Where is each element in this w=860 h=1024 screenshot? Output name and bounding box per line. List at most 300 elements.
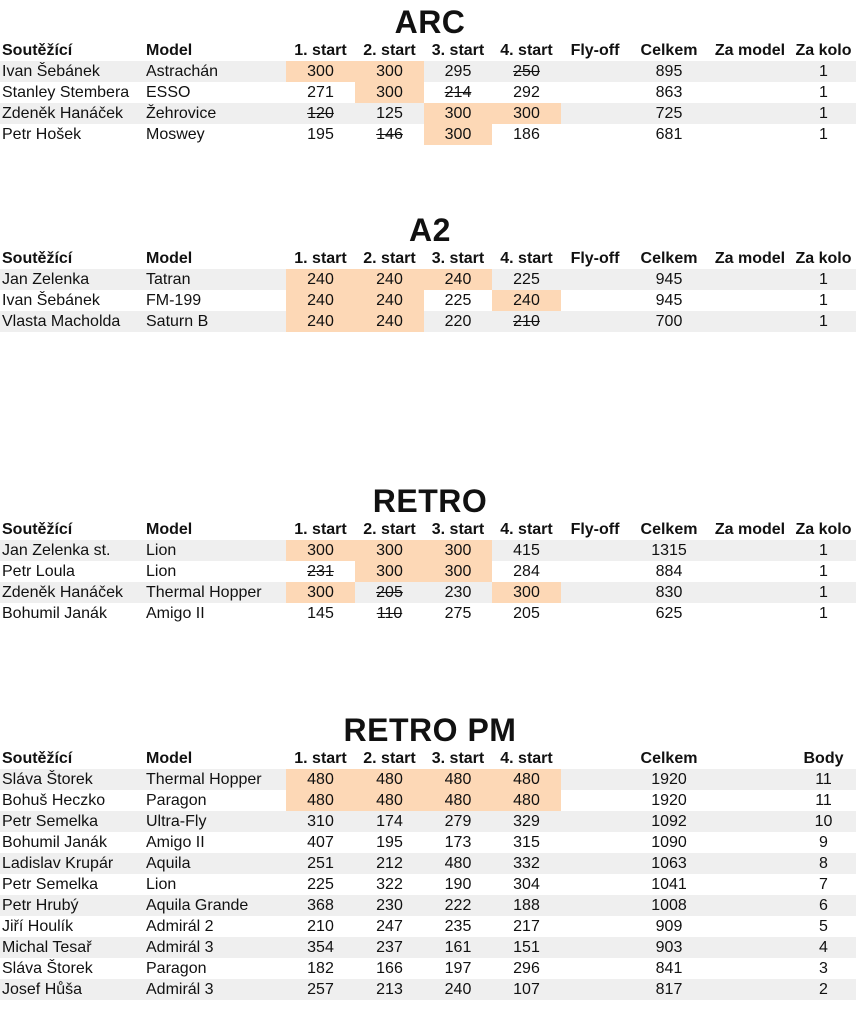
total-score: 895 bbox=[629, 61, 709, 82]
header-model: Model bbox=[146, 750, 193, 767]
contestant-name: Ivan Šebánek bbox=[2, 292, 100, 309]
contestant-name: Josef Hůša bbox=[0, 979, 146, 1000]
score-value: 240 bbox=[307, 313, 334, 330]
score-value: 151 bbox=[513, 939, 540, 956]
last-column-value: 10 bbox=[791, 811, 856, 832]
score-value: 205 bbox=[513, 605, 540, 622]
table-row bbox=[0, 832, 856, 853]
score-value: 237 bbox=[376, 939, 403, 956]
score-value: 415 bbox=[513, 542, 540, 559]
score-value: 166 bbox=[376, 960, 403, 977]
header-start-3: 3. start bbox=[431, 42, 485, 59]
header-last: Za kolo bbox=[795, 250, 852, 267]
score-value: 275 bbox=[444, 605, 472, 622]
start-2-score bbox=[355, 790, 424, 811]
start-1-score bbox=[286, 82, 355, 103]
header-start-4: 4. start bbox=[500, 250, 553, 267]
score-value: 186 bbox=[513, 126, 540, 143]
start-1-score bbox=[286, 124, 355, 145]
start-2-score bbox=[355, 769, 424, 790]
flyoff-score bbox=[561, 61, 629, 82]
model-name: Tatran bbox=[146, 269, 286, 290]
header-last: Za kolo bbox=[795, 521, 852, 538]
score-value: 231 bbox=[307, 563, 334, 580]
flyoff-score bbox=[561, 311, 629, 332]
start-2-score bbox=[355, 582, 424, 603]
score-value: 480 bbox=[307, 771, 334, 788]
flyoff-score bbox=[561, 916, 629, 937]
score-value: 480 bbox=[444, 855, 472, 872]
start-2-score bbox=[355, 561, 424, 582]
za-model-value bbox=[709, 895, 791, 916]
model-name: Žehrovice bbox=[146, 103, 286, 124]
score-value: 250 bbox=[513, 63, 540, 80]
score-value: 300 bbox=[513, 584, 540, 601]
start-2-score bbox=[355, 874, 424, 895]
score-value: 295 bbox=[444, 63, 472, 80]
start-2-score bbox=[355, 290, 424, 311]
score-value: 480 bbox=[513, 792, 540, 809]
last-column-value: 6 bbox=[791, 895, 856, 916]
section-retro bbox=[0, 483, 860, 624]
score-value: 407 bbox=[307, 834, 334, 851]
score-value: 195 bbox=[307, 126, 334, 143]
za-model-value bbox=[709, 958, 791, 979]
model-name: Admirál 2 bbox=[146, 918, 214, 935]
score-value: 235 bbox=[444, 918, 472, 935]
start-3-score bbox=[424, 790, 492, 811]
score-value: 354 bbox=[307, 939, 334, 956]
start-4-score bbox=[492, 561, 561, 582]
score-value: 240 bbox=[444, 271, 472, 288]
table-row bbox=[0, 979, 856, 1000]
za-model-value bbox=[709, 103, 791, 124]
score-value: 480 bbox=[513, 771, 540, 788]
flyoff-score bbox=[561, 979, 629, 1000]
score-value: 240 bbox=[376, 292, 403, 309]
start-1-score bbox=[286, 874, 355, 895]
score-value: 300 bbox=[444, 542, 472, 559]
last-column-value: 1 bbox=[791, 540, 856, 561]
contestant-name: Sláva Štorek bbox=[2, 960, 93, 977]
za-model-value bbox=[709, 769, 791, 790]
score-value: 174 bbox=[376, 813, 403, 830]
start-3-score bbox=[424, 311, 492, 332]
table-row bbox=[0, 540, 856, 561]
start-2-score bbox=[355, 311, 424, 332]
contestant-name: Jan Zelenka bbox=[0, 269, 146, 290]
model-name: Astrachán bbox=[146, 61, 286, 82]
za-model-value bbox=[709, 561, 791, 582]
section-a2 bbox=[0, 212, 860, 332]
start-3-score bbox=[424, 103, 492, 124]
table-row bbox=[0, 269, 856, 290]
score-value: 197 bbox=[444, 960, 472, 977]
score-value: 240 bbox=[307, 271, 334, 288]
start-2-score bbox=[355, 540, 424, 561]
za-model-value bbox=[709, 311, 791, 332]
start-1-score bbox=[286, 561, 355, 582]
header-contestant: Soutěžící bbox=[2, 750, 73, 767]
header-start-3: 3. start bbox=[431, 521, 485, 538]
table-row bbox=[0, 853, 856, 874]
total-score: 725 bbox=[629, 103, 709, 124]
section-arc bbox=[0, 4, 860, 145]
start-4-score bbox=[492, 269, 561, 290]
total-score: 841 bbox=[655, 960, 683, 977]
start-4-score bbox=[492, 311, 561, 332]
total-score: 945 bbox=[629, 269, 709, 290]
start-3-score bbox=[424, 582, 492, 603]
section-retro-pm bbox=[0, 712, 860, 1000]
flyoff-score bbox=[561, 790, 629, 811]
last-column-value: 1 bbox=[819, 605, 828, 622]
score-value: 271 bbox=[307, 84, 334, 101]
model-name: Amigo II bbox=[146, 834, 205, 851]
start-2-score bbox=[355, 811, 424, 832]
start-1-score bbox=[286, 769, 355, 790]
results-table bbox=[0, 248, 856, 332]
results-table bbox=[0, 748, 856, 1000]
table-row bbox=[0, 811, 856, 832]
total-score: 1092 bbox=[629, 811, 709, 832]
last-column-value: 1 bbox=[819, 126, 828, 143]
score-value: 251 bbox=[307, 855, 334, 872]
header-start-2: 2. start bbox=[363, 521, 416, 538]
start-1-score bbox=[286, 916, 355, 937]
total-score: 903 bbox=[629, 937, 709, 958]
score-value: 480 bbox=[376, 792, 403, 809]
model-name: Thermal Hopper bbox=[146, 582, 286, 603]
contestant-name: Ladislav Krupár bbox=[0, 853, 146, 874]
start-2-score bbox=[355, 853, 424, 874]
start-1-score bbox=[286, 832, 355, 853]
start-3-score bbox=[424, 540, 492, 561]
last-column-value: 11 bbox=[791, 769, 856, 790]
flyoff-score bbox=[561, 103, 629, 124]
score-value: 190 bbox=[444, 876, 472, 893]
start-1-score bbox=[286, 603, 355, 624]
header-row bbox=[0, 519, 856, 540]
score-value: 300 bbox=[444, 126, 472, 143]
contestant-name: Bohumil Janák bbox=[2, 834, 107, 851]
header-start-4: 4. start bbox=[500, 521, 553, 538]
score-value: 146 bbox=[376, 126, 403, 143]
table-row bbox=[0, 916, 856, 937]
header-last: Za kolo bbox=[795, 42, 852, 59]
header-start-2: 2. start bbox=[363, 750, 416, 767]
header-start-1: 1. start bbox=[294, 42, 347, 59]
flyoff-score bbox=[561, 958, 629, 979]
total-score: 1041 bbox=[651, 876, 687, 893]
score-value: 300 bbox=[513, 105, 540, 122]
model-name: Amigo II bbox=[146, 605, 205, 622]
score-value: 225 bbox=[307, 876, 334, 893]
flyoff-score bbox=[561, 874, 629, 895]
score-value: 214 bbox=[444, 84, 472, 101]
start-3-score bbox=[424, 916, 492, 937]
header-start-1: 1. start bbox=[294, 521, 347, 538]
flyoff-score bbox=[561, 832, 629, 853]
header-total: Celkem bbox=[640, 250, 698, 267]
start-3-score bbox=[424, 61, 492, 82]
start-2-score bbox=[355, 61, 424, 82]
last-column-value: 5 bbox=[819, 918, 828, 935]
last-column-value: 1 bbox=[819, 292, 828, 309]
header-start-3: 3. start bbox=[431, 750, 485, 767]
flyoff-score bbox=[561, 124, 629, 145]
start-1-score bbox=[286, 540, 355, 561]
start-3-score bbox=[424, 895, 492, 916]
model-name: Admirál 3 bbox=[146, 937, 286, 958]
start-1-score bbox=[286, 937, 355, 958]
za-model-value bbox=[709, 790, 791, 811]
contestant-name: Bohumil Janák bbox=[2, 605, 107, 622]
header-last: Body bbox=[803, 750, 844, 767]
results-table bbox=[0, 40, 856, 145]
model-name: Thermal Hopper bbox=[146, 769, 286, 790]
start-2-score bbox=[355, 979, 424, 1000]
start-4-score bbox=[492, 937, 561, 958]
score-value: 332 bbox=[513, 855, 540, 872]
start-2-score bbox=[355, 82, 424, 103]
last-column-value: 1 bbox=[791, 103, 856, 124]
flyoff-score bbox=[561, 937, 629, 958]
total-score: 1315 bbox=[629, 540, 709, 561]
total-score: 863 bbox=[655, 84, 683, 101]
score-value: 195 bbox=[376, 834, 403, 851]
za-model-value bbox=[709, 82, 791, 103]
table-row bbox=[0, 603, 856, 624]
header-start-1: 1. start bbox=[294, 750, 347, 767]
results-table bbox=[0, 519, 856, 624]
model-name: Lion bbox=[146, 563, 177, 580]
score-value: 182 bbox=[307, 960, 334, 977]
start-1-score bbox=[286, 811, 355, 832]
score-value: 300 bbox=[307, 542, 334, 559]
start-1-score bbox=[286, 269, 355, 290]
score-value: 310 bbox=[307, 813, 334, 830]
total-score: 945 bbox=[655, 292, 683, 309]
last-column-value: 9 bbox=[819, 834, 828, 851]
start-3-score bbox=[424, 874, 492, 895]
start-4-score bbox=[492, 124, 561, 145]
za-model-value bbox=[709, 540, 791, 561]
score-value: 145 bbox=[307, 605, 334, 622]
header-total: Celkem bbox=[640, 750, 698, 767]
start-4-score bbox=[492, 582, 561, 603]
start-1-score bbox=[286, 895, 355, 916]
score-value: 173 bbox=[444, 834, 472, 851]
start-3-score bbox=[424, 82, 492, 103]
za-model-value bbox=[709, 269, 791, 290]
start-4-score bbox=[492, 790, 561, 811]
score-value: 480 bbox=[307, 792, 334, 809]
score-value: 110 bbox=[376, 605, 403, 622]
flyoff-score bbox=[561, 603, 629, 624]
score-value: 292 bbox=[513, 84, 540, 101]
start-3-score bbox=[424, 811, 492, 832]
table-row bbox=[0, 874, 856, 895]
za-model-value bbox=[709, 916, 791, 937]
score-value: 240 bbox=[307, 292, 334, 309]
last-column-value: 3 bbox=[819, 960, 828, 977]
section-title: RETRO PM bbox=[343, 712, 517, 748]
model-name: FM-199 bbox=[146, 292, 202, 309]
section-title: RETRO bbox=[372, 483, 488, 519]
model-name: Paragon bbox=[146, 960, 207, 977]
score-value: 205 bbox=[376, 584, 403, 601]
model-name: Admirál 3 bbox=[146, 979, 286, 1000]
total-score: 1008 bbox=[629, 895, 709, 916]
score-value: 213 bbox=[376, 981, 403, 998]
score-value: 480 bbox=[376, 771, 403, 788]
header-model: Model bbox=[146, 521, 193, 538]
contestant-name: Petr Hošek bbox=[2, 126, 82, 143]
score-value: 240 bbox=[444, 981, 472, 998]
start-4-score bbox=[492, 916, 561, 937]
table-row bbox=[0, 561, 856, 582]
score-value: 300 bbox=[376, 84, 403, 101]
header-za-model: Za model bbox=[714, 42, 786, 59]
start-2-score bbox=[355, 937, 424, 958]
flyoff-score bbox=[561, 853, 629, 874]
za-model-value bbox=[709, 937, 791, 958]
start-4-score bbox=[492, 853, 561, 874]
table-row bbox=[0, 790, 856, 811]
header-start-1: 1. start bbox=[294, 250, 347, 267]
start-1-score bbox=[286, 582, 355, 603]
score-value: 257 bbox=[307, 981, 334, 998]
za-model-value bbox=[709, 832, 791, 853]
flyoff-score bbox=[561, 769, 629, 790]
start-4-score bbox=[492, 811, 561, 832]
contestant-name: Petr Semelka bbox=[0, 811, 146, 832]
flyoff-score bbox=[561, 895, 629, 916]
start-4-score bbox=[492, 769, 561, 790]
header-flyoff: Fly-off bbox=[570, 42, 620, 59]
start-1-score bbox=[286, 790, 355, 811]
za-model-value bbox=[709, 61, 791, 82]
start-4-score bbox=[492, 603, 561, 624]
start-3-score bbox=[424, 958, 492, 979]
start-4-score bbox=[492, 290, 561, 311]
start-4-score bbox=[492, 958, 561, 979]
score-value: 480 bbox=[444, 771, 472, 788]
table-row bbox=[0, 311, 856, 332]
start-3-score bbox=[424, 124, 492, 145]
start-3-score bbox=[424, 832, 492, 853]
score-value: 230 bbox=[376, 897, 403, 914]
total-score: 625 bbox=[655, 605, 683, 622]
header-row bbox=[0, 248, 856, 269]
total-score: 700 bbox=[629, 311, 709, 332]
start-1-score bbox=[286, 61, 355, 82]
za-model-value bbox=[709, 853, 791, 874]
score-value: 315 bbox=[513, 834, 540, 851]
model-name: Ultra-Fly bbox=[146, 811, 286, 832]
score-value: 284 bbox=[513, 563, 540, 580]
flyoff-score bbox=[561, 269, 629, 290]
total-score: 1090 bbox=[651, 834, 687, 851]
start-2-score bbox=[355, 895, 424, 916]
start-3-score bbox=[424, 853, 492, 874]
flyoff-score bbox=[561, 582, 629, 603]
score-value: 125 bbox=[376, 105, 403, 122]
contestant-name: Sláva Štorek bbox=[0, 769, 146, 790]
model-name: ESSO bbox=[146, 84, 191, 101]
contestant-name: Zdeněk Hanáček bbox=[0, 582, 146, 603]
contestant-name: Petr Semelka bbox=[2, 876, 99, 893]
total-score: 1063 bbox=[629, 853, 709, 874]
last-column-value: 7 bbox=[819, 876, 828, 893]
score-value: 300 bbox=[376, 542, 403, 559]
last-column-value: 8 bbox=[791, 853, 856, 874]
start-4-score bbox=[492, 82, 561, 103]
score-value: 304 bbox=[513, 876, 540, 893]
start-3-score bbox=[424, 561, 492, 582]
start-1-score bbox=[286, 290, 355, 311]
flyoff-score bbox=[561, 540, 629, 561]
flyoff-score bbox=[561, 561, 629, 582]
header-contestant: Soutěžící bbox=[2, 42, 73, 59]
total-score: 817 bbox=[629, 979, 709, 1000]
total-score: 830 bbox=[629, 582, 709, 603]
contestant-name: Petr Loula bbox=[2, 563, 75, 580]
start-1-score bbox=[286, 853, 355, 874]
flyoff-score bbox=[561, 82, 629, 103]
score-value: 300 bbox=[307, 63, 334, 80]
start-1-score bbox=[286, 979, 355, 1000]
header-za-model: Za model bbox=[714, 521, 786, 538]
score-value: 480 bbox=[444, 792, 472, 809]
section-title: ARC bbox=[394, 4, 466, 40]
score-value: 220 bbox=[444, 313, 472, 330]
header-row bbox=[0, 40, 856, 61]
header-start-4: 4. start bbox=[500, 750, 553, 767]
za-model-value bbox=[709, 582, 791, 603]
table-row bbox=[0, 769, 856, 790]
table-row bbox=[0, 61, 856, 82]
total-score: 681 bbox=[655, 126, 683, 143]
score-value: 296 bbox=[513, 960, 540, 977]
score-value: 279 bbox=[444, 813, 472, 830]
contestant-name: Vlasta Macholda bbox=[0, 311, 146, 332]
header-flyoff: Fly-off bbox=[570, 521, 620, 538]
model-name: Aquila bbox=[146, 853, 286, 874]
last-column-value: 1 bbox=[791, 311, 856, 332]
score-value: 300 bbox=[444, 563, 472, 580]
flyoff-score bbox=[561, 290, 629, 311]
table-row bbox=[0, 582, 856, 603]
contestant-name: Petr Hrubý bbox=[0, 895, 146, 916]
table-row bbox=[0, 958, 856, 979]
start-4-score bbox=[492, 540, 561, 561]
start-2-score bbox=[355, 603, 424, 624]
last-column-value: 1 bbox=[819, 563, 828, 580]
score-value: 247 bbox=[376, 918, 403, 935]
score-value: 120 bbox=[307, 105, 334, 122]
table-row bbox=[0, 82, 856, 103]
start-2-score bbox=[355, 124, 424, 145]
start-2-score bbox=[355, 269, 424, 290]
score-value: 300 bbox=[376, 63, 403, 80]
start-4-score bbox=[492, 874, 561, 895]
header-contestant: Soutěžící bbox=[2, 250, 73, 267]
score-value: 230 bbox=[444, 584, 472, 601]
score-value: 188 bbox=[513, 897, 540, 914]
za-model-value bbox=[709, 603, 791, 624]
